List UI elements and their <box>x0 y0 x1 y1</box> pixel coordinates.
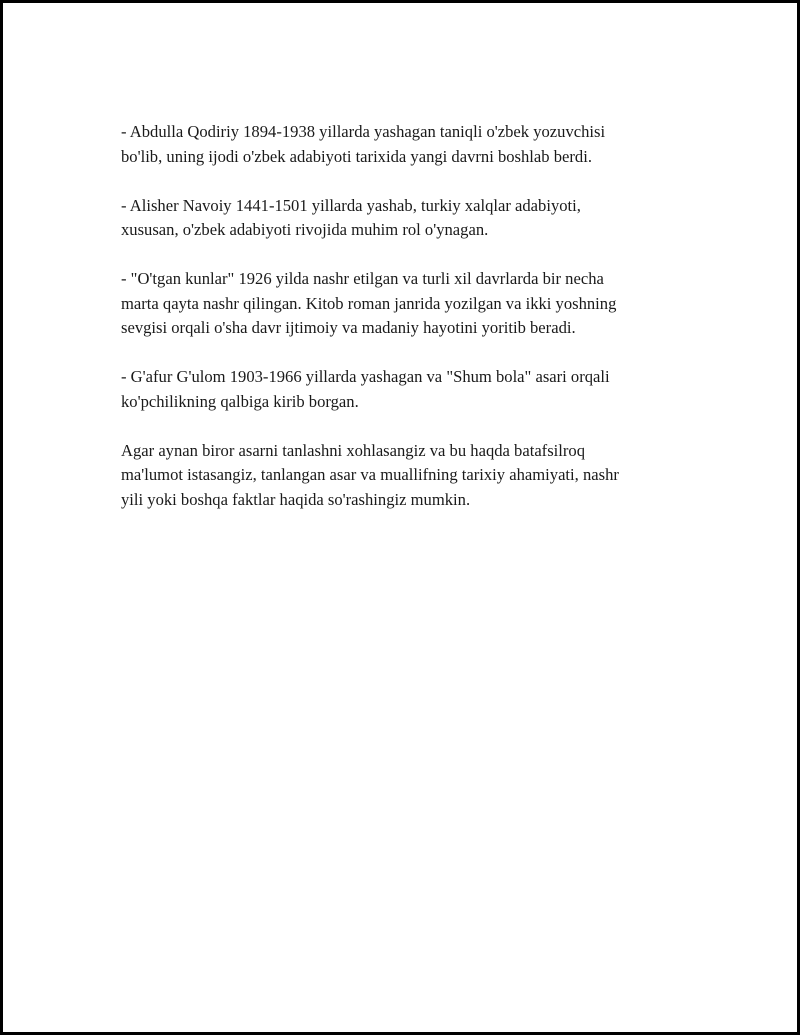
text-line: sevgisi orqali o'sha davr ijtimoiy va madaniy hayotini yoritib beradi. <box>121 318 576 337</box>
paragraph-closing-note <box>121 439 691 513</box>
text-line: - G'afur G'ulom 1903-1966 yillarda yashagan va "Shum bola" asari orqali <box>121 367 610 386</box>
paragraph-otgan-kunlar <box>121 267 691 341</box>
text-line: - "O'tgan kunlar" 1926 yilda nashr etilgan va turli xil davrlarda bir necha <box>121 269 604 288</box>
text-line: xususan, o'zbek adabiyoti rivojida muhim rol o'ynagan. <box>121 220 489 239</box>
paragraph-abdulla-qodiriy <box>121 120 691 169</box>
paragraph-alisher-navoiy <box>121 194 691 243</box>
text-line: marta qayta nashr qilingan. Kitob roman janrida yozilgan va ikki yoshning <box>121 293 617 313</box>
text-line: bo'lib, uning ijodi o'zbek adabiyoti tarixida yangi davrni boshlab berdi. <box>121 146 592 166</box>
text-line: - Alisher Navoiy 1441-1501 yillarda yashab, turkiy xalqlar adabiyoti, <box>121 195 581 215</box>
text-line: Agar aynan biror asarni tanlashni xohlasangiz va bu haqda batafsilroq <box>121 440 586 460</box>
document-body <box>121 120 691 537</box>
paragraph-gafur-gulom <box>121 365 691 414</box>
text-line: ko'pchilikning qalbiga kirib borgan. <box>121 391 359 411</box>
text-line: ma'lumot istasangiz, tanlangan asar va muallifning tarixiy ahamiyati, nashr <box>121 465 619 484</box>
text-line: - Abdulla Qodiriy 1894-1938 yillarda yashagan taniqli o'zbek yozuvchisi <box>121 122 606 141</box>
text-line: yili yoki boshqa faktlar haqida so'rashingiz mumkin. <box>121 489 471 509</box>
